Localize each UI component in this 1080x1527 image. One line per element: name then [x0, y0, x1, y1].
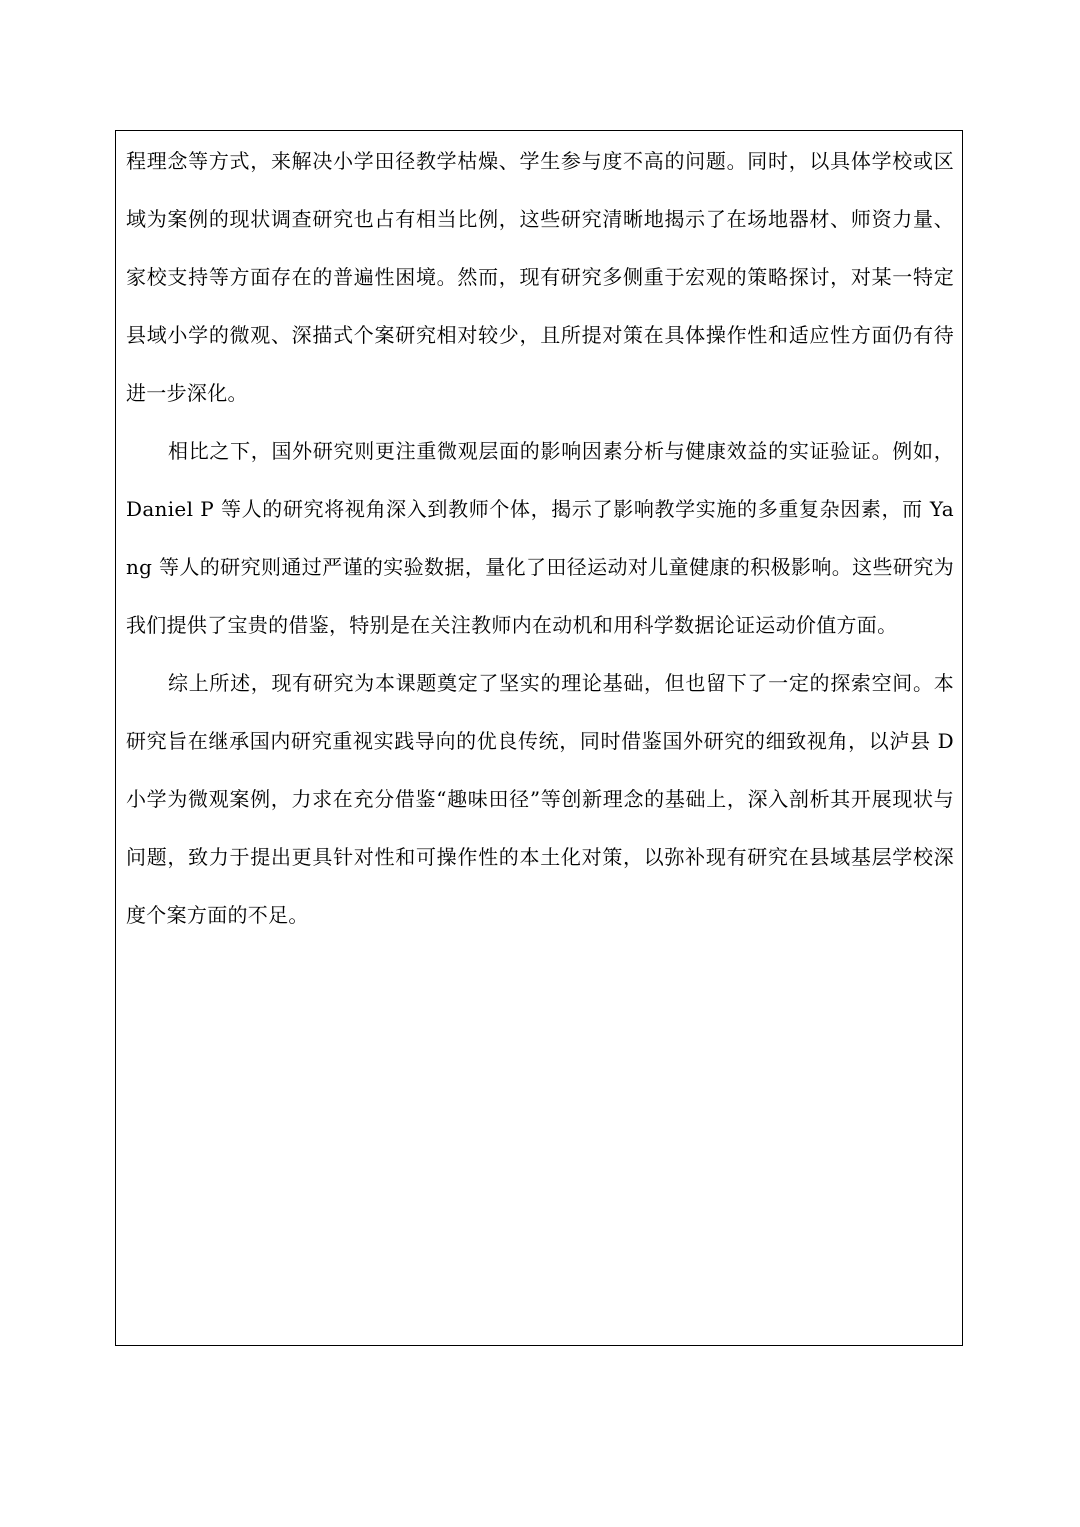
- paragraph-summary: 综上所述，现有研究为本课题奠定了坚实的理论基础，但也留下了一定的探索空间。本研究旨在继承国内研究重视实践导向的优良传统，同时借鉴国外研究的细致视角，以泸县 D 小学为微观案例，力求在充分借鉴“趣味田径”等创新理念的基础上，深入剖析其开展现状与问题，致力于提出更具针对性和可操作性的本土化对策，以弥补现有研究在县域基层学校深度个案方面的不足。: [126, 671, 954, 927]
- paragraph-foreign-research: 相比之下，国外研究则更注重微观层面的影响因素分析与健康效益的实证验证。例如，Daniel P 等人的研究将视角深入到教师个体，揭示了影响教学实施的多重复杂因素，而 Yang 等人的研究则通过严谨的实验数据，量化了田径运动对儿童健康的积极影响。这些研究为我们提供了宝贵的借鉴，特别是在关注教师内在动机和用科学数据论证运动价值方面。: [126, 439, 954, 637]
- paragraph-continuation: 程理念等方式，来解决小学田径教学枯燥、学生参与度不高的问题。同时，以具体学校或区域为案例的现状调查研究也占有相当比例，这些研究清晰地揭示了在场地器材、师资力量、家校支持等方面存在的普遍性困境。然而，现有研究多侧重于宏观的策略探讨，对某一特定县域小学的微观、深描式个案研究相对较少，且所提对策在具体操作性和适应性方面仍有待进一步深化。: [126, 149, 954, 405]
- document-body: [126, 132, 954, 944]
